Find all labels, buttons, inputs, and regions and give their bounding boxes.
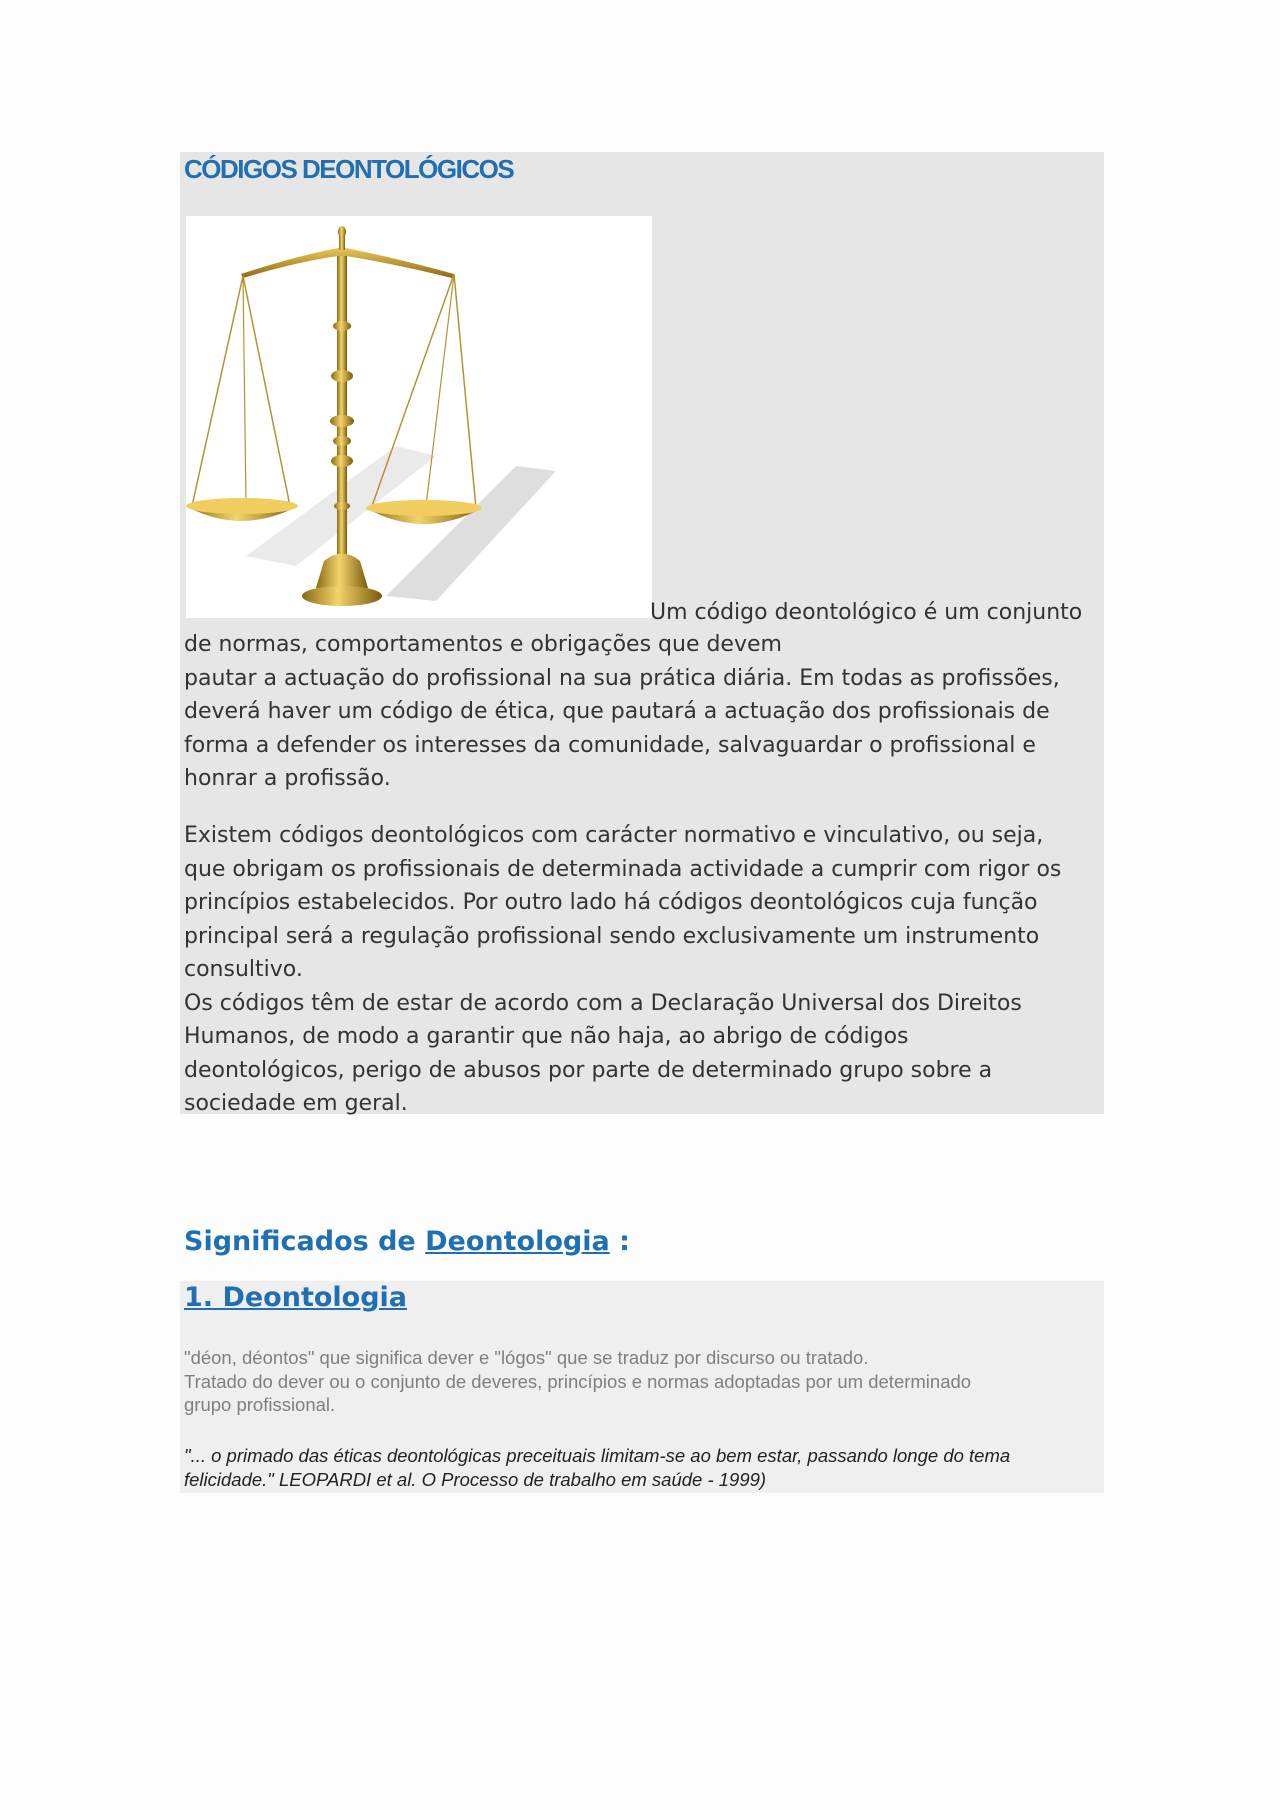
citation-quote	[184, 1444, 1104, 1491]
definition-line: "déon, déontos" que significa dever e "lógos" que se traduz por discurso ou tratado.	[184, 1347, 869, 1368]
intro-line: pautar a actuação do profissional na sua prática diária. Em todas as profissões,	[184, 665, 1060, 691]
meanings-heading-suffix: :	[609, 1226, 630, 1257]
paragraph-line: princípios estabelecidos. Por outro lado há códigos deontológicos cuja função	[184, 890, 1038, 915]
definition-line: grupo profissional.	[184, 1394, 336, 1415]
page-title: CÓDIGOS DEONTOLÓGICOS	[184, 154, 514, 184]
paragraph-line: sociedade em geral.	[184, 1091, 408, 1116]
intro-first-line: Um código deontológico é um conjunto	[650, 600, 1083, 625]
paragraph-line: Os códigos têm de estar de acordo com a Declaração Universal dos Direitos	[184, 990, 1022, 1016]
meanings-heading-prefix: Significados de	[184, 1226, 426, 1257]
definition-text	[184, 1346, 1084, 1417]
intro-line: forma a defender os interesses da comunidade, salvaguardar o profissional e	[184, 732, 1036, 758]
paragraph-line: deontológicos, perigo de abusos por parte de determinado grupo sobre a	[184, 1057, 993, 1083]
intro-line: honrar a profissão.	[184, 766, 391, 791]
paragraph-line: Humanos, de modo a garantir que não haja, ao abrigo de códigos	[184, 1024, 909, 1049]
definition-line: Tratado do dever ou o conjunto de deveres, princípios e normas adoptadas por um determinado	[184, 1370, 972, 1392]
quote-line: "... o primado das éticas deontológicas preceituais limitam-se ao bem estar, passando longe do tema	[184, 1445, 1011, 1466]
scales-of-justice-image	[186, 216, 652, 618]
deontologia-link[interactable]: Deontologia	[425, 1226, 610, 1257]
codes-paragraph	[184, 819, 1104, 1121]
paragraph-line: que obrigam os profissionais de determinada actividade a cumprir com rigor os	[184, 856, 1062, 882]
definition-title-link[interactable]: 1. Deontologia	[184, 1282, 408, 1313]
intro-line: de normas, comportamentos e obrigações que devem	[184, 632, 782, 657]
intro-paragraph	[184, 628, 1104, 796]
definition-title	[184, 1282, 407, 1313]
paragraph-line: Existem códigos deontológicos com carácter normativo e vinculativo, ou seja,	[184, 823, 1044, 848]
intro-line: deverá haver um código de ética, que pautará a actuação dos profissionais de	[184, 699, 1050, 724]
quote-line: felicidade." LEOPARDI et al. O Processo de trabalho em saúde - 1999)	[184, 1468, 767, 1490]
paragraph-line: principal será a regulação profissional sendo exclusivamente um instrumento	[184, 923, 1040, 949]
paragraph-line: consultivo.	[184, 957, 303, 982]
meanings-heading	[184, 1226, 630, 1257]
